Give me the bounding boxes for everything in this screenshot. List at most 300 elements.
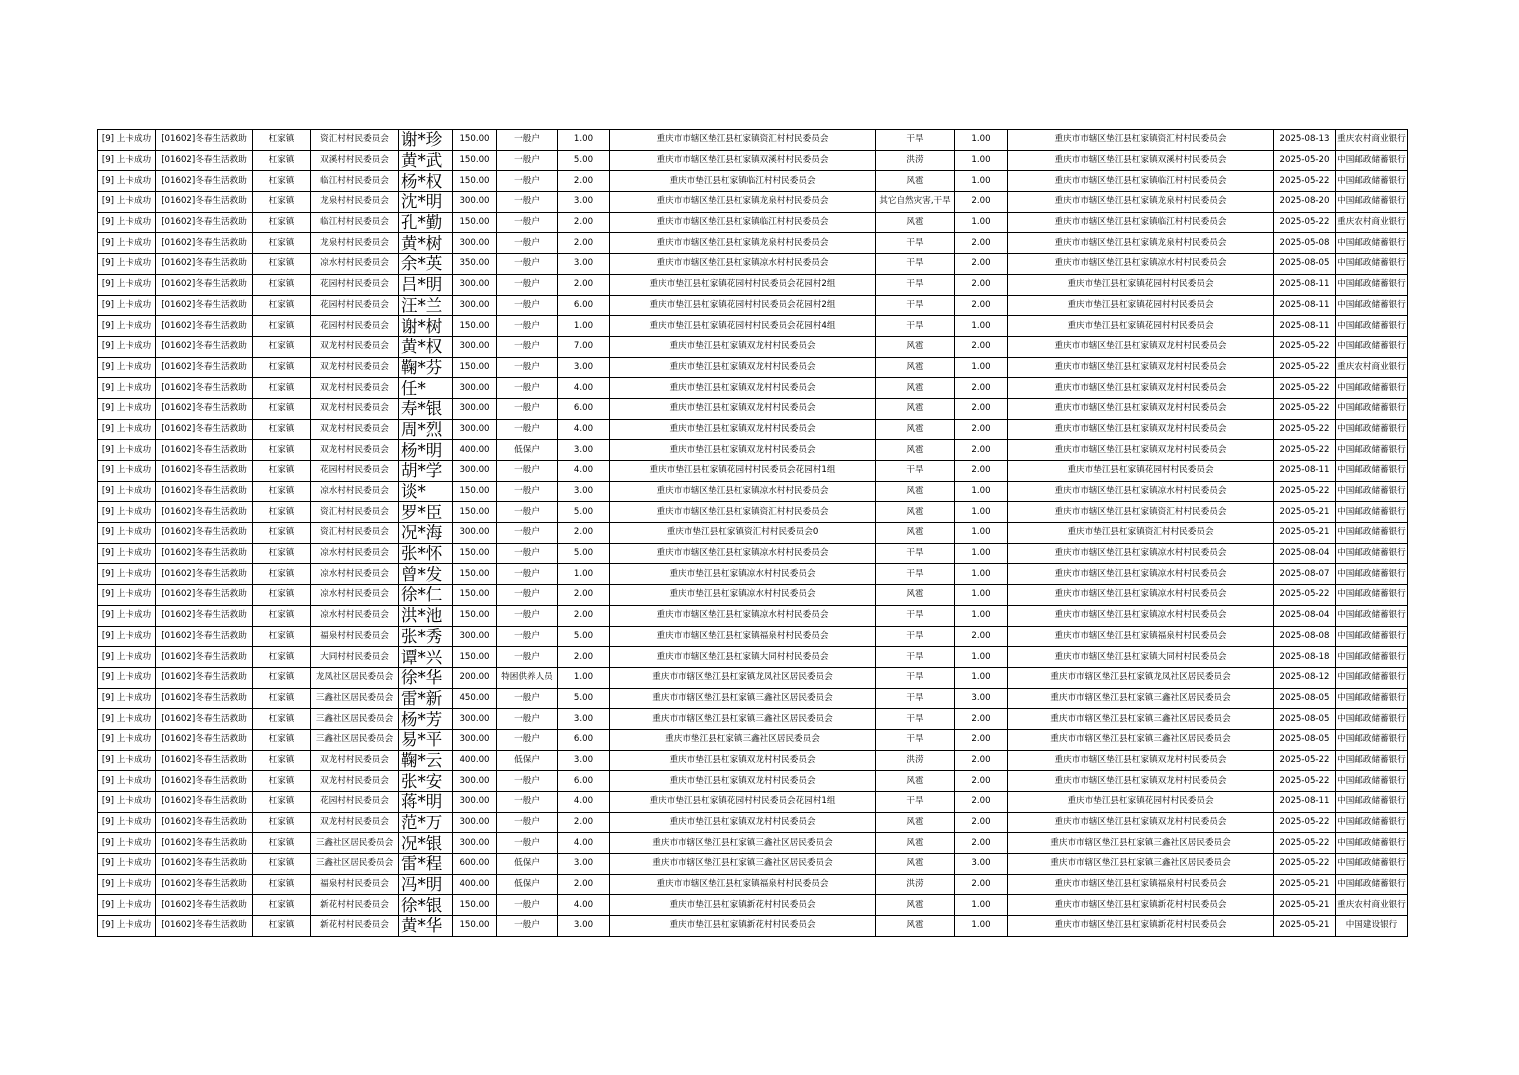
- household-type-cell: 低保户: [497, 440, 558, 461]
- address-cell: 重庆市垫江县杠家镇双龙村村民委员会: [610, 812, 876, 833]
- village-cell: 花园村村民委员会: [311, 274, 399, 295]
- town-cell: 杠家镇: [253, 419, 311, 440]
- program-cell: [01602]冬春生活救助: [156, 585, 253, 606]
- address-cell: 重庆市垫江县杠家镇花园村村民委员会花园村2组: [610, 295, 876, 316]
- town-cell: 杠家镇: [253, 833, 311, 854]
- date-cell: 2025-08-04: [1274, 605, 1336, 626]
- address-cell: 重庆市垫江县杠家镇凉水村村民委员会: [610, 585, 876, 606]
- amount-cell: 300.00: [453, 812, 497, 833]
- table-row: [98, 626, 1408, 647]
- program-cell: [01602]冬春生活救助: [156, 212, 253, 233]
- household-size-cell: 4.00: [558, 895, 610, 916]
- household-type-cell: 一般户: [497, 895, 558, 916]
- committee-cell: 重庆市市辖区垫江县杠家镇资汇村村民委员会: [1008, 502, 1274, 523]
- status-cell: [9] 上卡成功: [98, 626, 156, 647]
- household-size-cell: 6.00: [558, 398, 610, 419]
- address-cell: 重庆市垫江县杠家镇双龙村村民委员会: [610, 419, 876, 440]
- status-cell: [9] 上卡成功: [98, 916, 156, 937]
- bank-cell: 中国邮政储蓄银行: [1336, 233, 1408, 254]
- bank-cell: 中国邮政储蓄银行: [1336, 605, 1408, 626]
- amount-cell: 150.00: [453, 647, 497, 668]
- household-type-cell: 一般户: [497, 336, 558, 357]
- committee-cell: 重庆市市辖区垫江县杠家镇福泉村村民委员会: [1008, 626, 1274, 647]
- bank-cell: 中国邮政储蓄银行: [1336, 171, 1408, 192]
- household-type-cell: 一般户: [497, 585, 558, 606]
- disaster-type-cell: 干旱: [876, 792, 955, 813]
- address-cell: 重庆市市辖区垫江县杠家镇资汇村村民委员会: [610, 502, 876, 523]
- address-cell: 重庆市垫江县杠家镇新花村村民委员会: [610, 895, 876, 916]
- committee-cell: 重庆市市辖区垫江县杠家镇三鑫社区居民委员会: [1008, 709, 1274, 730]
- table-row: [98, 585, 1408, 606]
- date-cell: 2025-05-22: [1274, 357, 1336, 378]
- town-cell: 杠家镇: [253, 523, 311, 544]
- town-cell: 杠家镇: [253, 295, 311, 316]
- table-row: [98, 378, 1408, 399]
- date-cell: 2025-08-20: [1274, 192, 1336, 213]
- village-cell: 资汇村村民委员会: [311, 502, 399, 523]
- bank-cell: 中国邮政储蓄银行: [1336, 626, 1408, 647]
- household-size-cell: 1.00: [558, 667, 610, 688]
- village-cell: 双龙村村民委员会: [311, 378, 399, 399]
- table-row: [98, 357, 1408, 378]
- program-cell: [01602]冬春生活救助: [156, 688, 253, 709]
- town-cell: 杠家镇: [253, 729, 311, 750]
- town-cell: 杠家镇: [253, 895, 311, 916]
- household-size-cell: 2.00: [558, 874, 610, 895]
- committee-cell: 重庆市市辖区垫江县杠家镇资汇村村民委员会: [1008, 130, 1274, 151]
- village-cell: 三鑫社区居民委员会: [311, 729, 399, 750]
- date-cell: 2025-08-04: [1274, 543, 1336, 564]
- household-size-cell: 7.00: [558, 336, 610, 357]
- date-cell: 2025-05-22: [1274, 481, 1336, 502]
- household-type-cell: 一般户: [497, 254, 558, 275]
- household-type-cell: 一般户: [497, 502, 558, 523]
- committee-cell: 重庆市市辖区垫江县杠家镇福泉村村民委员会: [1008, 874, 1274, 895]
- name-cell: 黄*武: [399, 150, 453, 171]
- name-cell: 蒋*明: [399, 792, 453, 813]
- date-cell: 2025-05-22: [1274, 854, 1336, 875]
- household-size-cell: 6.00: [558, 295, 610, 316]
- disaster-type-cell: 风雹: [876, 171, 955, 192]
- count-cell: 1.00: [955, 523, 1008, 544]
- table-row: [98, 130, 1408, 151]
- committee-cell: 重庆市市辖区垫江县杠家镇双龙村村民委员会: [1008, 357, 1274, 378]
- village-cell: 新花村村民委员会: [311, 916, 399, 937]
- bank-cell: 中国邮政储蓄银行: [1336, 667, 1408, 688]
- bank-cell: 重庆农村商业银行: [1336, 212, 1408, 233]
- amount-cell: 150.00: [453, 481, 497, 502]
- status-cell: [9] 上卡成功: [98, 440, 156, 461]
- committee-cell: 重庆市市辖区垫江县杠家镇双龙村村民委员会: [1008, 398, 1274, 419]
- village-cell: 花园村村民委员会: [311, 295, 399, 316]
- village-cell: 新花村村民委员会: [311, 895, 399, 916]
- committee-cell: 重庆市市辖区垫江县杠家镇凉水村村民委员会: [1008, 254, 1274, 275]
- household-type-cell: 一般户: [497, 419, 558, 440]
- disaster-type-cell: 风雹: [876, 419, 955, 440]
- disaster-type-cell: 干旱: [876, 543, 955, 564]
- date-cell: 2025-05-22: [1274, 750, 1336, 771]
- disaster-type-cell: 洪涝: [876, 750, 955, 771]
- household-size-cell: 2.00: [558, 233, 610, 254]
- village-cell: 双龙村村民委员会: [311, 419, 399, 440]
- town-cell: 杠家镇: [253, 398, 311, 419]
- amount-cell: 300.00: [453, 833, 497, 854]
- table-row: [98, 895, 1408, 916]
- table-row: [98, 605, 1408, 626]
- bank-cell: 中国邮政储蓄银行: [1336, 812, 1408, 833]
- household-size-cell: 5.00: [558, 626, 610, 647]
- town-cell: 杠家镇: [253, 316, 311, 337]
- address-cell: 重庆市垫江县杠家镇花园村村民委员会花园村1组: [610, 461, 876, 482]
- committee-cell: 重庆市市辖区垫江县杠家镇大同村村民委员会: [1008, 647, 1274, 668]
- address-cell: 重庆市市辖区垫江县杠家镇资汇村村民委员会: [610, 130, 876, 151]
- village-cell: 福泉村村民委员会: [311, 874, 399, 895]
- town-cell: 杠家镇: [253, 171, 311, 192]
- count-cell: 3.00: [955, 688, 1008, 709]
- status-cell: [9] 上卡成功: [98, 543, 156, 564]
- count-cell: 1.00: [955, 502, 1008, 523]
- address-cell: 重庆市垫江县杠家镇三鑫社区居民委员会: [610, 729, 876, 750]
- name-cell: 范*万: [399, 812, 453, 833]
- household-type-cell: 低保户: [497, 750, 558, 771]
- name-cell: 黄*树: [399, 233, 453, 254]
- date-cell: 2025-05-21: [1274, 502, 1336, 523]
- address-cell: 重庆市垫江县杠家镇凉水村村民委员会: [610, 564, 876, 585]
- status-cell: [9] 上卡成功: [98, 647, 156, 668]
- date-cell: 2025-05-22: [1274, 771, 1336, 792]
- address-cell: 重庆市垫江县杠家镇双龙村村民委员会: [610, 336, 876, 357]
- date-cell: 2025-05-22: [1274, 440, 1336, 461]
- disaster-type-cell: 风雹: [876, 440, 955, 461]
- table-row: [98, 398, 1408, 419]
- household-type-cell: 一般户: [497, 647, 558, 668]
- household-type-cell: 一般户: [497, 688, 558, 709]
- name-cell: 雷*程: [399, 854, 453, 875]
- committee-cell: 重庆市市辖区垫江县杠家镇凉水村村民委员会: [1008, 543, 1274, 564]
- count-cell: 1.00: [955, 150, 1008, 171]
- disaster-type-cell: 干旱: [876, 254, 955, 275]
- address-cell: 重庆市垫江县杠家镇资汇村村民委员会0: [610, 523, 876, 544]
- town-cell: 杠家镇: [253, 336, 311, 357]
- status-cell: [9] 上卡成功: [98, 192, 156, 213]
- date-cell: 2025-08-05: [1274, 254, 1336, 275]
- committee-cell: 重庆市市辖区垫江县杠家镇凉水村村民委员会: [1008, 564, 1274, 585]
- status-cell: [9] 上卡成功: [98, 502, 156, 523]
- table-row: [98, 461, 1408, 482]
- table-row: [98, 543, 1408, 564]
- disaster-type-cell: 风雹: [876, 916, 955, 937]
- village-cell: 三鑫社区居民委员会: [311, 709, 399, 730]
- name-cell: 洪*池: [399, 605, 453, 626]
- name-cell: 罗*臣: [399, 502, 453, 523]
- town-cell: 杠家镇: [253, 254, 311, 275]
- committee-cell: 重庆市市辖区垫江县杠家镇新花村村民委员会: [1008, 916, 1274, 937]
- name-cell: 张*怀: [399, 543, 453, 564]
- status-cell: [9] 上卡成功: [98, 336, 156, 357]
- household-type-cell: 一般户: [497, 564, 558, 585]
- count-cell: 1.00: [955, 357, 1008, 378]
- disaster-type-cell: 干旱: [876, 729, 955, 750]
- date-cell: 2025-08-05: [1274, 709, 1336, 730]
- amount-cell: 150.00: [453, 130, 497, 151]
- committee-cell: 重庆市垫江县杠家镇花园村村民委员会: [1008, 792, 1274, 813]
- disaster-type-cell: 干旱: [876, 709, 955, 730]
- address-cell: 重庆市市辖区垫江县杠家镇双溪村村民委员会: [610, 150, 876, 171]
- date-cell: 2025-05-22: [1274, 171, 1336, 192]
- household-type-cell: 一般户: [497, 812, 558, 833]
- town-cell: 杠家镇: [253, 440, 311, 461]
- date-cell: 2025-05-22: [1274, 585, 1336, 606]
- amount-cell: 300.00: [453, 192, 497, 213]
- address-cell: 重庆市垫江县杠家镇临江村村民委员会: [610, 171, 876, 192]
- address-cell: 重庆市垫江县杠家镇双龙村村民委员会: [610, 771, 876, 792]
- status-cell: [9] 上卡成功: [98, 688, 156, 709]
- table-row: [98, 274, 1408, 295]
- program-cell: [01602]冬春生活救助: [156, 874, 253, 895]
- town-cell: 杠家镇: [253, 605, 311, 626]
- count-cell: 1.00: [955, 895, 1008, 916]
- household-size-cell: 2.00: [558, 274, 610, 295]
- disaster-type-cell: 风雹: [876, 212, 955, 233]
- count-cell: 1.00: [955, 171, 1008, 192]
- committee-cell: 重庆市市辖区垫江县杠家镇三鑫社区居民委员会: [1008, 729, 1274, 750]
- household-size-cell: 4.00: [558, 378, 610, 399]
- name-cell: 曾*发: [399, 564, 453, 585]
- address-cell: 重庆市垫江县杠家镇双龙村村民委员会: [610, 440, 876, 461]
- name-cell: 杨*明: [399, 440, 453, 461]
- bank-cell: 中国邮政储蓄银行: [1336, 502, 1408, 523]
- household-size-cell: 2.00: [558, 605, 610, 626]
- household-size-cell: 3.00: [558, 192, 610, 213]
- disaster-type-cell: 干旱: [876, 688, 955, 709]
- bank-cell: 中国邮政储蓄银行: [1336, 419, 1408, 440]
- household-size-cell: 3.00: [558, 709, 610, 730]
- bank-cell: 中国邮政储蓄银行: [1336, 709, 1408, 730]
- town-cell: 杠家镇: [253, 502, 311, 523]
- amount-cell: 150.00: [453, 585, 497, 606]
- count-cell: 1.00: [955, 543, 1008, 564]
- disaster-type-cell: 风雹: [876, 854, 955, 875]
- name-cell: 黄*华: [399, 916, 453, 937]
- program-cell: [01602]冬春生活救助: [156, 750, 253, 771]
- disaster-type-cell: 风雹: [876, 812, 955, 833]
- name-cell: 周*烈: [399, 419, 453, 440]
- household-size-cell: 2.00: [558, 647, 610, 668]
- bank-cell: 中国邮政储蓄银行: [1336, 854, 1408, 875]
- status-cell: [9] 上卡成功: [98, 461, 156, 482]
- household-size-cell: 4.00: [558, 792, 610, 813]
- household-size-cell: 3.00: [558, 854, 610, 875]
- village-cell: 双龙村村民委员会: [311, 750, 399, 771]
- amount-cell: 300.00: [453, 295, 497, 316]
- status-cell: [9] 上卡成功: [98, 709, 156, 730]
- date-cell: 2025-08-11: [1274, 792, 1336, 813]
- address-cell: 重庆市垫江县杠家镇双龙村村民委员会: [610, 398, 876, 419]
- name-cell: 况*银: [399, 833, 453, 854]
- status-cell: [9] 上卡成功: [98, 481, 156, 502]
- household-type-cell: 一般户: [497, 833, 558, 854]
- bank-cell: 重庆农村商业银行: [1336, 895, 1408, 916]
- status-cell: [9] 上卡成功: [98, 833, 156, 854]
- amount-cell: 600.00: [453, 854, 497, 875]
- table-row: [98, 750, 1408, 771]
- date-cell: 2025-08-11: [1274, 295, 1336, 316]
- bank-cell: 重庆农村商业银行: [1336, 357, 1408, 378]
- committee-cell: 重庆市垫江县杠家镇花园村村民委员会: [1008, 274, 1274, 295]
- bank-cell: 中国建设银行: [1336, 916, 1408, 937]
- date-cell: 2025-05-22: [1274, 419, 1336, 440]
- committee-cell: 重庆市市辖区垫江县杠家镇三鑫社区居民委员会: [1008, 688, 1274, 709]
- program-cell: [01602]冬春生活救助: [156, 895, 253, 916]
- village-cell: 双溪村村民委员会: [311, 150, 399, 171]
- amount-cell: 150.00: [453, 543, 497, 564]
- household-type-cell: 一般户: [497, 605, 558, 626]
- bank-cell: 中国邮政储蓄银行: [1336, 729, 1408, 750]
- count-cell: 2.00: [955, 254, 1008, 275]
- table-row: [98, 419, 1408, 440]
- household-size-cell: 2.00: [558, 812, 610, 833]
- committee-cell: 重庆市市辖区垫江县杠家镇龙泉村村民委员会: [1008, 233, 1274, 254]
- count-cell: 1.00: [955, 316, 1008, 337]
- household-size-cell: 1.00: [558, 130, 610, 151]
- table-row: [98, 833, 1408, 854]
- status-cell: [9] 上卡成功: [98, 419, 156, 440]
- program-cell: [01602]冬春生活救助: [156, 916, 253, 937]
- name-cell: 谢*珍: [399, 130, 453, 151]
- date-cell: 2025-05-21: [1274, 895, 1336, 916]
- town-cell: 杠家镇: [253, 130, 311, 151]
- household-type-cell: 一般户: [497, 523, 558, 544]
- household-size-cell: 6.00: [558, 729, 610, 750]
- committee-cell: 重庆市市辖区垫江县杠家镇双溪村村民委员会: [1008, 150, 1274, 171]
- household-size-cell: 3.00: [558, 254, 610, 275]
- household-type-cell: 一般户: [497, 130, 558, 151]
- count-cell: 1.00: [955, 481, 1008, 502]
- town-cell: 杠家镇: [253, 854, 311, 875]
- household-size-cell: 5.00: [558, 688, 610, 709]
- table-row: [98, 874, 1408, 895]
- amount-cell: 300.00: [453, 729, 497, 750]
- disaster-type-cell: 干旱: [876, 295, 955, 316]
- village-cell: 双龙村村民委员会: [311, 357, 399, 378]
- table-row: [98, 812, 1408, 833]
- table-row: [98, 667, 1408, 688]
- amount-cell: 150.00: [453, 564, 497, 585]
- date-cell: 2025-08-11: [1274, 316, 1336, 337]
- program-cell: [01602]冬春生活救助: [156, 729, 253, 750]
- household-type-cell: 一般户: [497, 543, 558, 564]
- village-cell: 凉水村村民委员会: [311, 585, 399, 606]
- household-type-cell: 一般户: [497, 171, 558, 192]
- table-row: [98, 336, 1408, 357]
- status-cell: [9] 上卡成功: [98, 792, 156, 813]
- disaster-type-cell: 风雹: [876, 378, 955, 399]
- date-cell: 2025-05-22: [1274, 833, 1336, 854]
- bank-cell: 中国邮政储蓄银行: [1336, 461, 1408, 482]
- household-type-cell: 一般户: [497, 295, 558, 316]
- village-cell: 花园村村民委员会: [311, 316, 399, 337]
- committee-cell: 重庆市市辖区垫江县杠家镇凉水村村民委员会: [1008, 585, 1274, 606]
- count-cell: 2.00: [955, 833, 1008, 854]
- count-cell: 1.00: [955, 585, 1008, 606]
- amount-cell: 150.00: [453, 171, 497, 192]
- address-cell: 重庆市垫江县杠家镇双龙村村民委员会: [610, 357, 876, 378]
- amount-cell: 300.00: [453, 626, 497, 647]
- committee-cell: 重庆市市辖区垫江县杠家镇新花村村民委员会: [1008, 895, 1274, 916]
- bank-cell: 中国邮政储蓄银行: [1336, 523, 1408, 544]
- committee-cell: 重庆市市辖区垫江县杠家镇双龙村村民委员会: [1008, 750, 1274, 771]
- name-cell: 张*安: [399, 771, 453, 792]
- town-cell: 杠家镇: [253, 647, 311, 668]
- name-cell: 徐*银: [399, 895, 453, 916]
- household-type-cell: 一般户: [497, 233, 558, 254]
- address-cell: 重庆市市辖区垫江县杠家镇福泉村村民委员会: [610, 874, 876, 895]
- address-cell: 重庆市市辖区垫江县杠家镇凉水村村民委员会: [610, 605, 876, 626]
- disaster-type-cell: 干旱: [876, 461, 955, 482]
- address-cell: 重庆市市辖区垫江县杠家镇凉水村村民委员会: [610, 481, 876, 502]
- bank-cell: 中国邮政储蓄银行: [1336, 833, 1408, 854]
- household-size-cell: 2.00: [558, 212, 610, 233]
- name-cell: 任*: [399, 378, 453, 399]
- date-cell: 2025-08-11: [1274, 274, 1336, 295]
- bank-cell: 中国邮政储蓄银行: [1336, 771, 1408, 792]
- status-cell: [9] 上卡成功: [98, 523, 156, 544]
- date-cell: 2025-08-05: [1274, 729, 1336, 750]
- program-cell: [01602]冬春生活救助: [156, 316, 253, 337]
- status-cell: [9] 上卡成功: [98, 667, 156, 688]
- town-cell: 杠家镇: [253, 812, 311, 833]
- table-row: [98, 481, 1408, 502]
- program-cell: [01602]冬春生活救助: [156, 254, 253, 275]
- date-cell: 2025-08-08: [1274, 626, 1336, 647]
- count-cell: 2.00: [955, 771, 1008, 792]
- household-size-cell: 2.00: [558, 585, 610, 606]
- amount-cell: 150.00: [453, 150, 497, 171]
- program-cell: [01602]冬春生活救助: [156, 192, 253, 213]
- town-cell: 杠家镇: [253, 192, 311, 213]
- committee-cell: 重庆市市辖区垫江县杠家镇龙凤社区居民委员会: [1008, 667, 1274, 688]
- status-cell: [9] 上卡成功: [98, 771, 156, 792]
- disaster-type-cell: 风雹: [876, 833, 955, 854]
- address-cell: 重庆市垫江县杠家镇双龙村村民委员会: [610, 378, 876, 399]
- disaster-type-cell: 干旱: [876, 647, 955, 668]
- village-cell: 双龙村村民委员会: [311, 440, 399, 461]
- count-cell: 2.00: [955, 461, 1008, 482]
- disaster-type-cell: 风雹: [876, 523, 955, 544]
- name-cell: 徐*仁: [399, 585, 453, 606]
- count-cell: 2.00: [955, 626, 1008, 647]
- committee-cell: 重庆市市辖区垫江县杠家镇临江村村民委员会: [1008, 212, 1274, 233]
- table-row: [98, 502, 1408, 523]
- bank-cell: 中国邮政储蓄银行: [1336, 274, 1408, 295]
- name-cell: 鞠*云: [399, 750, 453, 771]
- date-cell: 2025-08-12: [1274, 667, 1336, 688]
- name-cell: 黄*权: [399, 336, 453, 357]
- household-size-cell: 2.00: [558, 171, 610, 192]
- household-type-cell: 一般户: [497, 192, 558, 213]
- village-cell: 大同村村民委员会: [311, 647, 399, 668]
- name-cell: 易*平: [399, 729, 453, 750]
- status-cell: [9] 上卡成功: [98, 729, 156, 750]
- date-cell: 2025-08-05: [1274, 688, 1336, 709]
- program-cell: [01602]冬春生活救助: [156, 564, 253, 585]
- program-cell: [01602]冬春生活救助: [156, 130, 253, 151]
- committee-cell: 重庆市垫江县杠家镇花园村村民委员会: [1008, 316, 1274, 337]
- amount-cell: 400.00: [453, 440, 497, 461]
- date-cell: 2025-05-21: [1274, 523, 1336, 544]
- count-cell: 2.00: [955, 440, 1008, 461]
- name-cell: 张*秀: [399, 626, 453, 647]
